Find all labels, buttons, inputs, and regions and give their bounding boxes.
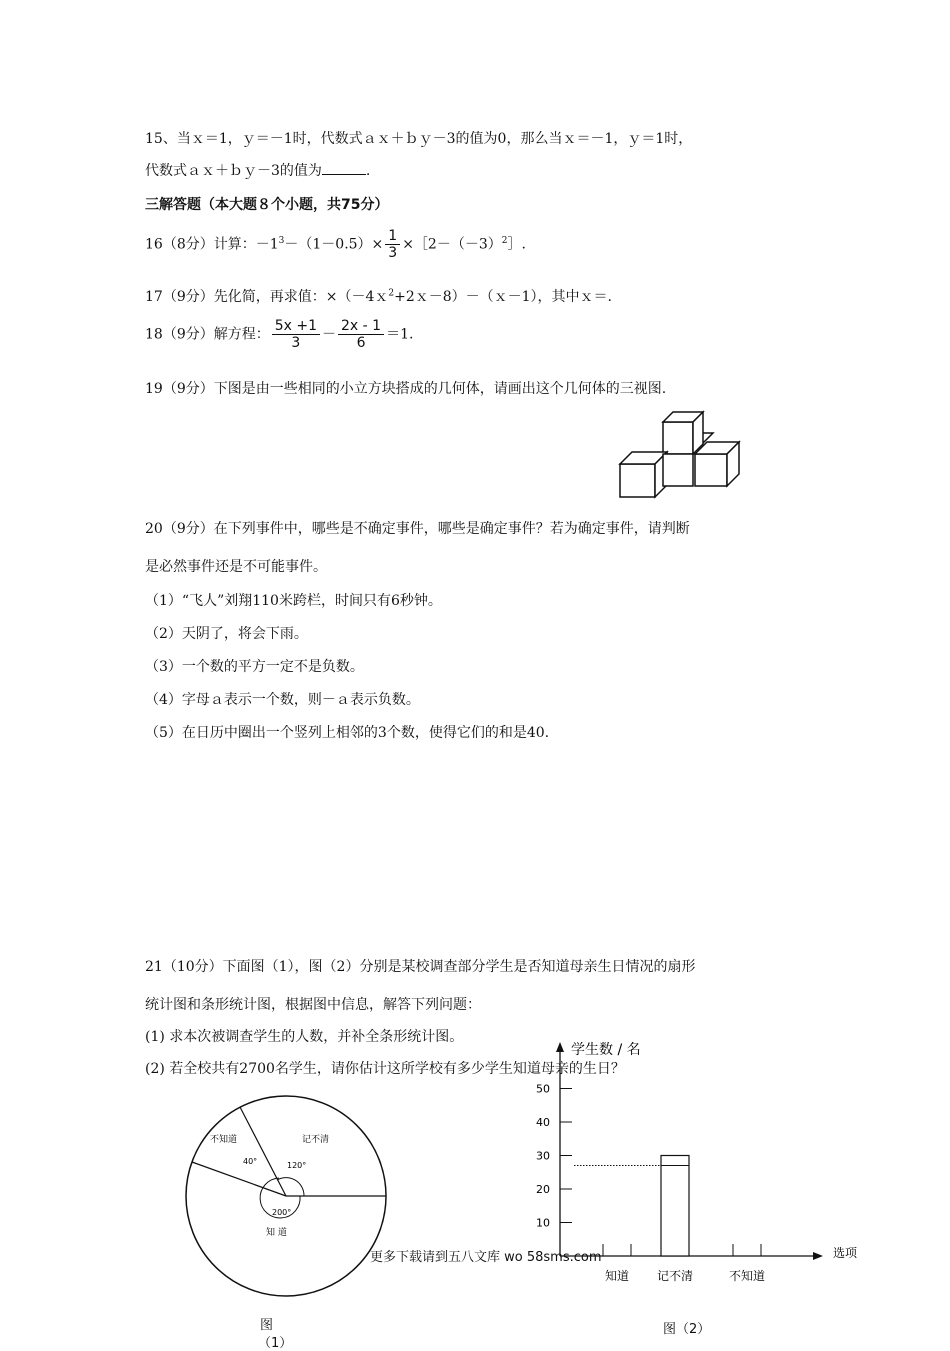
pie-label-jibuqing: 记不清 <box>302 1135 330 1145</box>
q15-line2-text: 代数式ａｘ＋ｂｙ－3的值为 <box>145 163 322 179</box>
q16-post: ×［2－（－3） <box>402 236 502 253</box>
q18-f2-num: 2x - 1 <box>338 318 384 335</box>
q16-end: ］. <box>507 236 526 253</box>
pie-angle-40: 40° <box>243 1157 258 1166</box>
pie-angle-120: 120° <box>287 1161 307 1170</box>
q21-item-1: (1) 求本次被调查学生的人数，并补全条形统计图。 <box>145 1029 464 1045</box>
pie-label-buzhidao: 不知道 <box>210 1135 238 1145</box>
pie-label-zhidao: 知 道 <box>266 1228 287 1238</box>
q20-line2: 是必然事件还是不可能事件。 <box>145 559 327 575</box>
q18-fraction-1 <box>272 318 320 351</box>
q17-pre: 17（9分）先化简，再求值：×（－4ｘ <box>145 289 389 305</box>
q15-line2-end: . <box>365 163 371 179</box>
q19: 19（9分）下图是由一些相同的小立方块搭成的几何体，请画出这个几何体的三视图. <box>145 381 667 397</box>
bar-y-tick-label: 50 <box>536 1082 550 1096</box>
section-heading: 三解答题（本大题８个小题，共75分） <box>145 197 389 213</box>
bar-1 <box>661 1156 689 1257</box>
q17 <box>145 286 612 306</box>
pie-chart <box>180 1090 395 1305</box>
q20-item-3: （3）一个数的平方一定不是负数。 <box>145 659 364 675</box>
q16-sup3: 3 <box>278 235 285 246</box>
q15-answer-blank <box>322 160 366 175</box>
q18-f1-num: 5x +1 <box>272 318 320 335</box>
pie-angle-200: 200° <box>272 1208 292 1217</box>
bar-y-tick-label: 20 <box>536 1183 550 1196</box>
bar-y-arrow <box>556 1042 564 1052</box>
q18-minus: － <box>322 326 337 343</box>
q21-item-2: (2) 若全校共有2700名学生，请你估计这所学校有多少学生知道母亲的生日？ <box>145 1061 625 1077</box>
bar-category-label: 记不清 <box>656 1269 694 1283</box>
q17-sup2: 2 <box>388 288 395 299</box>
q18-fraction-2 <box>338 318 384 351</box>
q15-line1: 15、当ｘ＝1，ｙ＝－1时，代数式ａｘ＋ｂｙ－3的值为0，那么当ｘ＝－1，ｙ＝1时， <box>145 131 693 147</box>
q16-fraction <box>385 228 400 261</box>
q15-line2 <box>145 160 370 180</box>
bar-y-title: 学生数 / 名 <box>571 1042 641 1058</box>
cube-figure <box>615 408 745 503</box>
q21-line1: 21（10分）下面图（1），图（2）分别是某校调查部分学生是否知道母亲生日情况的扇形 <box>145 959 696 975</box>
q18-post: ＝1. <box>386 326 414 343</box>
bar-category-label: 知道 <box>604 1269 630 1283</box>
q18-f2-den: 6 <box>356 335 366 351</box>
footer-watermark: 更多下载请到五八文库 wo 58sms.com <box>370 1250 602 1265</box>
q17-post: +2ｘ－8）－（ｘ－1），其中ｘ＝. <box>394 289 612 305</box>
q20-item-5: （5）在日历中圈出一个竖列上相邻的3个数，使得它们的和是40. <box>145 725 550 741</box>
bar-caption: 图（2） <box>663 1322 711 1337</box>
bar-y-tick-label: 10 <box>536 1216 550 1230</box>
bar-category-label: 不知道 <box>728 1269 766 1283</box>
q18-f1-den: 3 <box>291 335 301 351</box>
bar-x-arrow <box>813 1252 823 1260</box>
q18-pre: 18（9分）解方程： <box>145 326 270 343</box>
q16-pre: 16（8分）计算：－1 <box>145 236 279 253</box>
q20-item-1: （1）“飞人”刘翔110米跨栏，时间只有6秒钟。 <box>145 593 442 609</box>
bar-x-title: 选项 <box>833 1246 858 1260</box>
q16-sup2: 2 <box>501 235 508 246</box>
pie-caption-a: 图 <box>260 1318 274 1333</box>
q20-line1: 20（9分）在下列事件中，哪些是不确定事件，哪些是确定事件？若为确定事件，请判断 <box>145 521 690 537</box>
q20-item-2: （2）天阴了，将会下雨。 <box>145 626 308 642</box>
q16-mid: －（1－0.5）× <box>284 236 384 253</box>
q21-line2: 统计图和条形统计图，根据图中信息，解答下列问题： <box>145 997 481 1013</box>
q16 <box>145 228 526 261</box>
q20-item-4: （4）字母ａ表示一个数，则－ａ表示负数。 <box>145 692 420 708</box>
q16-frac-den: 3 <box>388 245 398 261</box>
pie-caption-b: （1） <box>258 1336 293 1351</box>
bar-y-tick-label: 30 <box>536 1149 550 1163</box>
bar-y-tick-label: 40 <box>536 1116 550 1129</box>
q16-frac-num: 1 <box>385 228 400 245</box>
q18 <box>145 318 413 351</box>
